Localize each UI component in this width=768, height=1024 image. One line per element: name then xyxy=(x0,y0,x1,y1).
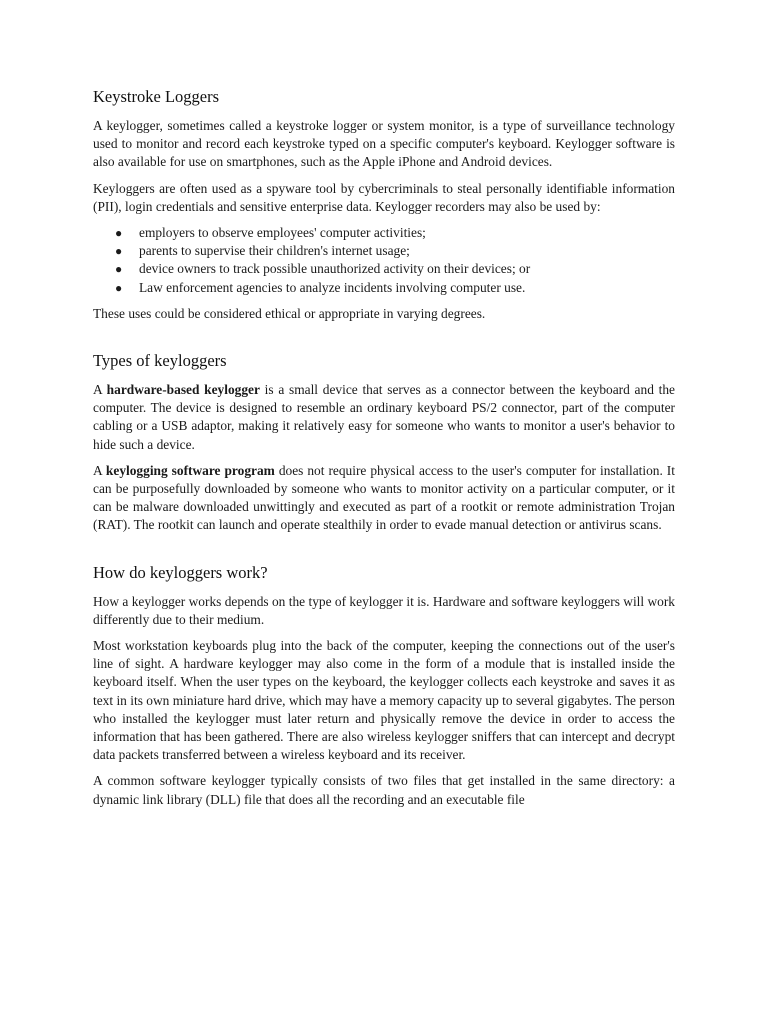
uses-bullet-list xyxy=(93,224,675,297)
list-item: ● employers to observe employees' computer activities; xyxy=(93,224,675,242)
paragraph-keylogger-definition: A keylogger, sometimes called a keystroke logger or system monitor, is a type of surveillance technology used to monitor and record each keystroke typed on a specific computer's keyboard. Keylogger software is also available for use on smartphones, such as the Apple iPhone and Android devices. xyxy=(93,118,675,170)
heading-how-keyloggers-work: How do keyloggers work? xyxy=(93,562,268,582)
paragraph-hardware-keylogger: A hardware-based keylogger is a small device that serves as a connector between the keyboard and the computer. The device is designed to resemble an ordinary keyboard PS/2 connector, part of the computer cabling or a USB adaptor, making it relatively easy for someone who wants to monitor a user's behavior to hide such a device. xyxy=(93,382,675,452)
list-item: ● device owners to track possible unauthorized activity on their devices; or xyxy=(93,260,675,278)
paragraph-software-operation: A common software keylogger typically consists of two files that get installed in the same directory: a dynamic link library (DLL) file that does all the recording and an executable file xyxy=(93,773,675,807)
bullet-icon: ● xyxy=(115,280,123,295)
heading-types-of-keyloggers: Types of keyloggers xyxy=(93,351,227,371)
bullet-icon: ● xyxy=(115,244,123,259)
list-item: ● Law enforcement agencies to analyze incidents involving computer use. xyxy=(93,279,675,297)
list-item: ● parents to supervise their children's internet usage; xyxy=(93,242,675,260)
bullet-icon: ● xyxy=(115,262,123,277)
paragraph-keylogger-uses: Keyloggers are often used as a spyware tool by cybercriminals to steal personally identifiable information (PII), login credentials and sensitive enterprise data. Keylogger recorders may also be used by: xyxy=(93,180,675,214)
term-hardware-based-keylogger: hardware-based keylogger xyxy=(106,382,260,398)
paragraph-ethics: These uses could be considered ethical or appropriate in varying degrees. xyxy=(93,305,486,321)
heading-keystroke-loggers: Keystroke Loggers xyxy=(93,87,220,106)
bullet-icon: ● xyxy=(115,226,123,241)
paragraph-software-keylogger: A keylogging software program does not require physical access to the user's computer for installation. It can be purposefully downloaded by someone who wants to monitor activity on a particular computer, or it can be malware downloaded unwittingly and executed as part of a rootkit or remote administration Trojan (RAT). The rootkit can launch and operate stealthily in order to evade manual detection or antivirus scans. xyxy=(93,462,675,533)
term-keylogging-software-program: keylogging software program xyxy=(105,462,275,478)
paragraph-how-it-works: How a keylogger works depends on the type of keylogger it is. Hardware and software keyloggers will work differently due to their medium. xyxy=(93,593,675,627)
paragraph-hardware-operation: Most workstation keyboards plug into the back of the computer, keeping the connections out of the user's line of sight. A hardware keylogger may also come in the form of a module that is installed inside the keyboard itself. When the user types on the keyboard, the keylogger collects each keystroke and saves it as text in its own miniature hard drive, which may have a memory capacity up to several gigabytes. The person who installed the keylogger must later return and physically remove the device in order to access the information that has been gathered. There are also wireless keylogger sniffers that can intercept and decrypt data packets transferred between a wireless keyboard and its receiver. xyxy=(93,638,675,763)
